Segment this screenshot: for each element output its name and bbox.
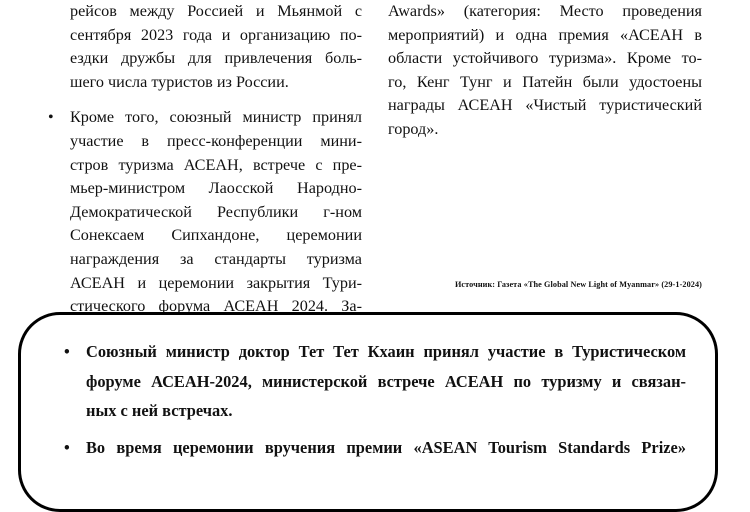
text-line: Союзный министр доктор Тет Тет Кхаин принял участие в Туристическом bbox=[86, 342, 686, 361]
text-line: сентября 2023 года и организацию по- bbox=[70, 25, 362, 44]
text-line: награды АСЕАН «Чистый туристический bbox=[388, 96, 702, 115]
right-continued-paragraph bbox=[388, 0, 702, 142]
summary-item bbox=[64, 337, 686, 426]
text-line: Сонексаем Сипхандоне, церемонии bbox=[70, 226, 362, 245]
source-citation: Источник: Газета «The Global New Light of Myanmar» (29-1-2024) bbox=[454, 280, 702, 289]
text-line: ездки дружбы для привлечения боль- bbox=[70, 49, 362, 68]
summary-item bbox=[64, 433, 686, 463]
text-line: стического форума АСЕАН 2024. За- bbox=[70, 297, 362, 316]
text-line: шего числа туристов из России. bbox=[70, 72, 289, 91]
text-line: мероприятий) и одна премия «АСЕАН в bbox=[388, 25, 702, 44]
text-line: Демократической Республики г-ном bbox=[70, 202, 362, 221]
text-line: мьер-министром Лаосской Народно- bbox=[70, 179, 362, 198]
bullet-icon: • bbox=[64, 437, 70, 457]
text-line: Awards» (категория: Место проведения bbox=[388, 2, 702, 20]
left-bullet-paragraph bbox=[48, 106, 362, 318]
bullet-icon: • bbox=[64, 342, 70, 361]
left-column bbox=[48, 0, 362, 319]
text-line: участие в пресс-конференции мини- bbox=[70, 131, 362, 150]
text-line: город». bbox=[388, 119, 439, 138]
text-line: форуме АСЕАН-2024, министерской встрече АСЕАН по туризму и связан- bbox=[86, 371, 686, 391]
right-column bbox=[388, 0, 702, 142]
text-line: награждения за стандарты туризма bbox=[70, 249, 362, 268]
text-line: области устойчивого туризма». Кроме то- bbox=[388, 49, 702, 68]
text-line: го, Кенг Тунг и Патейн были удостоены bbox=[388, 72, 702, 91]
text-line: Во время церемонии вручения премии «ASEAN Tourism Standards Prize» bbox=[86, 437, 686, 457]
bullet-icon: • bbox=[48, 109, 54, 127]
text-line: ных с ней встречах. bbox=[86, 401, 233, 420]
left-continued-paragraph bbox=[48, 0, 362, 94]
text-line: стров туризма АСЕАН, встрече с пре- bbox=[70, 155, 362, 174]
text-line: АСЕАН и церемонии закрытия Тури- bbox=[70, 273, 362, 292]
text-line: Кроме того, союзный министр принял bbox=[70, 108, 362, 127]
text-line: рейсов между Россией и Мьянмой с bbox=[70, 2, 362, 20]
summary-list bbox=[64, 337, 686, 469]
